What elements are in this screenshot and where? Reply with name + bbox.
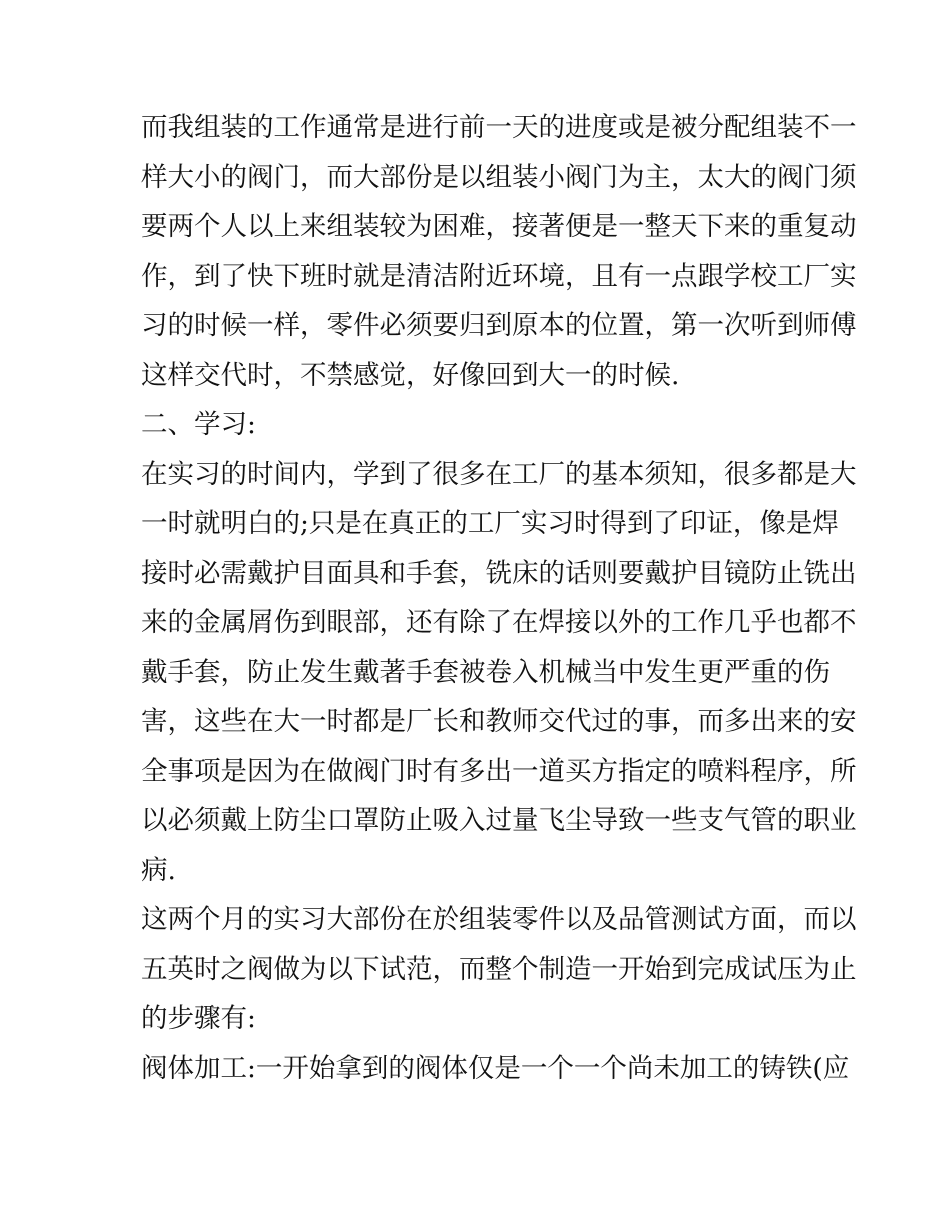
text-line: 接时必需戴护目面具和手套，铣床的话则要戴护目镜防止铣出 xyxy=(141,558,857,589)
text-line: 病. xyxy=(141,855,176,886)
text-line: 而我组装的工作通常是进行前一天的进度或是被分配组装不一 xyxy=(141,112,857,143)
text-line: 来的金属屑伤到眼部，还有除了在焊接以外的工作几乎也都不 xyxy=(141,607,857,638)
text-line: 这两个月的实习大部份在於组装零件以及品管测试方面，而以 xyxy=(141,904,857,935)
text-line: 样大小的阀门，而大部份是以组装小阀门为主，太大的阀门须 xyxy=(141,162,857,193)
text-line: 这样交代时，不禁感觉，好像回到大一的时候. xyxy=(141,360,680,391)
text-line: 在实习的时间内，学到了很多在工厂的基本须知，很多都是大 xyxy=(141,459,857,490)
text-line: 以必须戴上防尘口罩防止吸入过量飞尘导致一些支气管的职业 xyxy=(141,805,857,836)
text-line: 五英时之阀做为以下试范，而整个制造一开始到完成试压为止 xyxy=(141,954,857,985)
text-line: 作，到了快下班时就是清洁附近环境，且有一点跟学校工厂实 xyxy=(141,261,857,292)
text-line: 的步骤有: xyxy=(141,1003,256,1034)
text-line: 要两个人以上来组装较为困难，接著便是一整天下来的重复动 xyxy=(141,211,857,242)
section-heading: 二、学习: xyxy=(141,409,256,440)
text-line: 阀体加工:一开始拿到的阀体仅是一个一个尚未加工的铸铁(应 xyxy=(141,1053,850,1084)
text-line: 害，这些在大一时都是厂长和教师交代过的事，而多出来的安 xyxy=(141,706,857,737)
text-line: 一时就明白的;只是在真正的工厂实习时得到了印证，像是焊 xyxy=(141,508,839,539)
text-line: 戴手套，防止发生戴著手套被卷入机械当中发生更严重的伤 xyxy=(141,657,830,688)
text-line: 全事项是因为在做阀门时有多出一道买方指定的喷料程序，所 xyxy=(141,756,857,787)
text-line: 习的时候一样，零件必须要归到原本的位置，第一次听到师傅 xyxy=(141,310,857,341)
